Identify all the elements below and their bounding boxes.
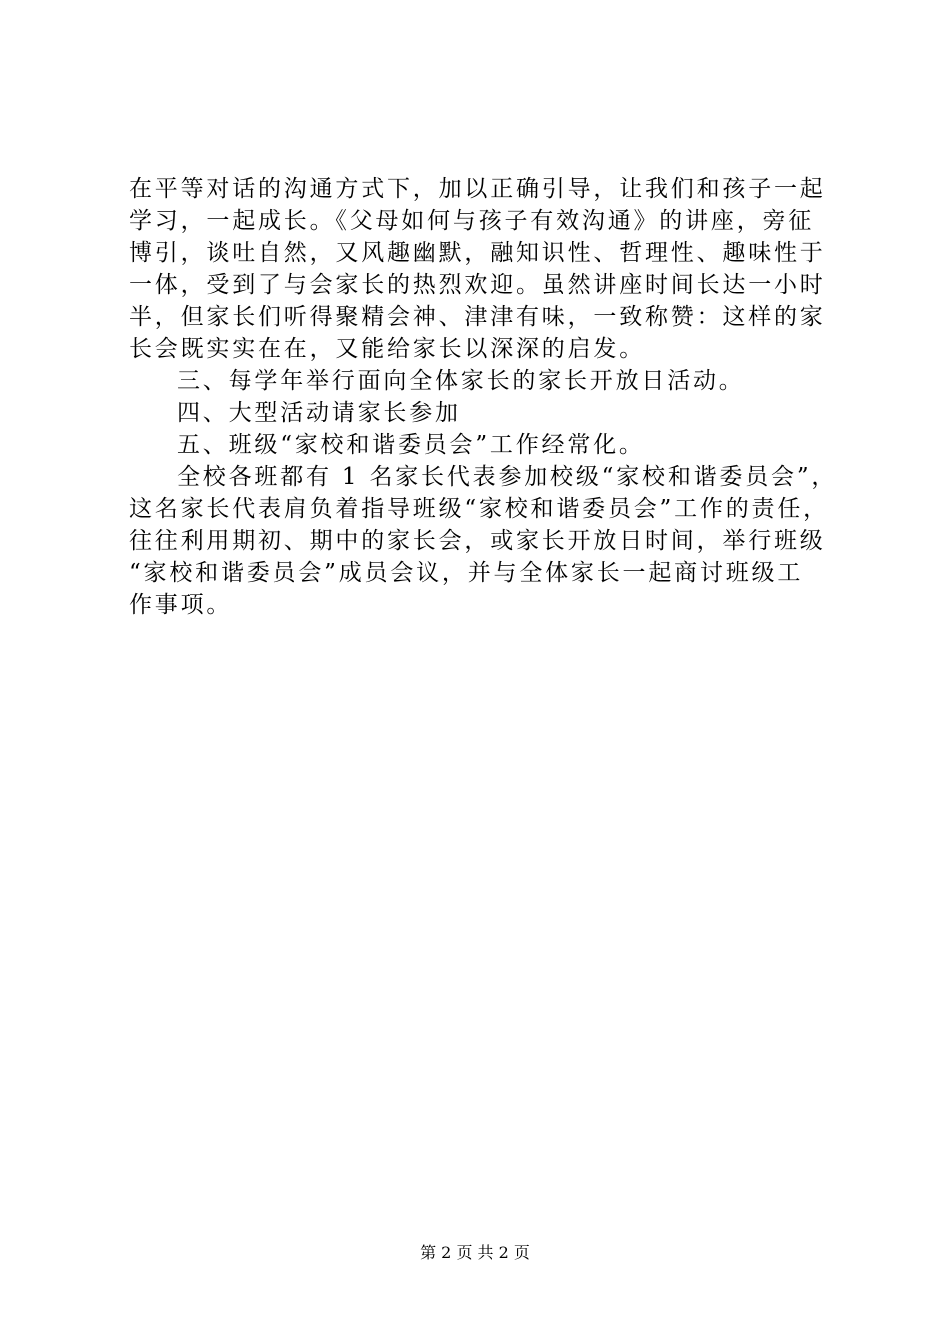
text-line: 往往利用期初、期中的家长会，或家长开放日时间，举行班级 [129,528,826,554]
document-body [129,173,838,621]
section-heading-4: 四、大型活动请家长参加 [177,400,461,426]
text-line: 长会既实实在在，又能给家长以深深的启发。 [129,336,645,362]
section-heading-3: 三、每学年举行面向全体家长的家长开放日活动。 [177,368,745,394]
text-line: 博引，谈吐自然，又风趣幽默，融知识性、哲理性、趣味性于 [129,240,826,266]
text-line: 一体，受到了与会家长的热烈欢迎。虽然讲座时间长达一小时 [129,272,826,298]
text-line: 半，但家长们听得聚精会神、津津有味，一致称赞：这样的家 [129,304,826,330]
text-line: 学习，一起成长。《父母如何与孩子有效沟通》的讲座，旁征 [129,208,815,234]
section-heading-5: 五、班级“家校和谐委员会”工作经常化。 [177,432,645,458]
text-line: “家校和谐委员会”成员会议，并与全体家长一起商讨班级工 [129,560,804,586]
page-number-footer: 第 2 页 共 2 页 [420,1243,530,1262]
paragraph-first-line: 全校各班都有 1 名家长代表参加校级“家校和谐委员会”， [177,464,838,490]
text-line: 在平等对话的沟通方式下，加以正确引导，让我们和孩子一起 [129,176,826,202]
text-line: 作事项。 [129,592,233,618]
text-line: 这名家长代表肩负着指导班级“家校和谐委员会”工作的责任， [129,496,829,522]
